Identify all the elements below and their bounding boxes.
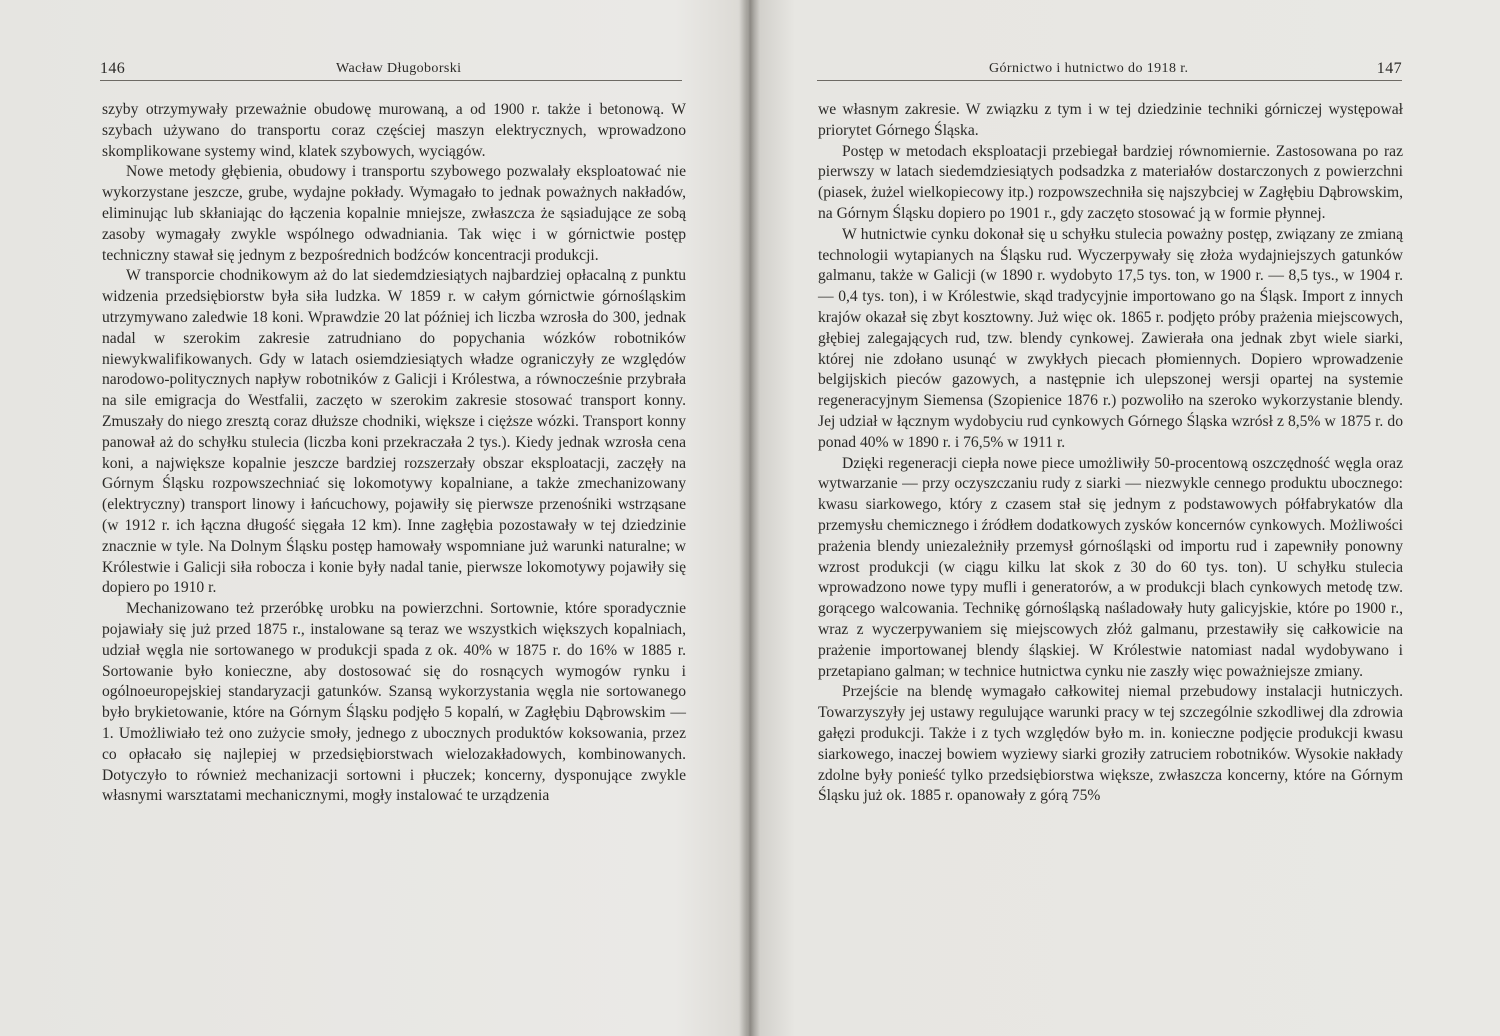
right-page-number: 147 [1376, 60, 1402, 77]
left-page-header [100, 58, 682, 81]
left-running-head: Wacław Długoborski [336, 61, 462, 76]
right-running-head: Górnictwo i hutnictwo do 1918 r. [989, 61, 1189, 76]
right-paragraph-5: Przejście na blendę wymagało całkowitej niemal przebudowy instalacji hutniczych. Towarzyszyły jej ustawy regulujące warunki pracy w tej szczególnie szkodliwej dla zdrowia gałęzi produkcji. Także i z tych względów było m. in. konieczne podjęcie produkcji kwasu siarkowego, inaczej bowiem wyziewy siarki groziły zatruciem robotników. Wysokie nakłady zdolne były ponieść tylko przedsiębiorstwa większe, zwłaszcza koncerny, które na Górnym Śląsku już ok. 1885 r. opanowały z górą 75% [818, 683, 1403, 805]
left-page [0, 0, 745, 1036]
left-page-body [102, 100, 686, 807]
left-paragraph-2: Nowe metody głębienia, obudowy i transportu szybowego pozwalały eksploatować nie wykorzystane jeszcze, grube, wydajne pokłady. Wymagało to jednak poważnych nakładów, eliminując lub skłaniając do łączenia kopalnie mniejsze, zwłaszcza że sąsiadujące ze sobą zasoby wymagały zwykle wspólnego odwadniania. Tak więc i w górnictwie postęp techniczny stawał się jednym z bezpośrednich bodźców koncentracji produkcji. [102, 163, 686, 264]
right-paragraph-4: Dzięki regeneracji ciepła nowe piece umożliwiły 50-procentową oszczędność węgla oraz wytwarzanie — przy oczyszczaniu rudy z siarki — niezwykle cennego produktu ubocznego: kwasu siarkowego, który z czasem stał się jednym z podstawowych półfabrykatów dla przemysłu chemicznego i źródłem dodatkowych zysków koncernów cynkowych. Możliwości prażenia blendy uniezależniły przemysł górnośląski od importu rud i zapewniły ponowny wzrost produkcji (w ciągu kilku lat skok z 30 do 60 tys. ton). U schyłku stulecia wprowadzono nowe typy mufli i generatorów, a w produkcji blach cynkowych metodę tzw. gorącego walcowania. Technikę górnośląską naśladowały huty galicyjskie, które po 1900 r., wraz z wyczerpywaniem się miejscowych złóż galmanu, przestawiły się całkowicie na prażenie importowanej blendy śląskiej. W Królestwie natomiast nadal wydobywano i przetapiano galman; w technice hutnictwa cynku nie zaszły więc poważniejsze zmiany. [818, 454, 1403, 680]
right-page-header [817, 58, 1402, 81]
left-paragraph-3: W transporcie chodnikowym aż do lat siedemdziesiątych najbardziej opłacalną z punktu widzenia przedsiębiorstw była siła ludzka. W 1859 r. w całym górnictwie górnośląskim utrzymywano zaledwie 18 koni. Wprawdzie 20 lat później ich liczba wzrosła do 300, jednak nadal w szerokim zakresie zatrudniano do popychania wózków robotników niewykwalifikowanych. Gdy w latach osiemdziesiątych władze ograniczyły ze względów narodowo-politycznych napływ robotników z Galicji i Królestwa, a równocześnie przybrała na sile emigracja do Westfalii, zaczęto w szerokim zakresie stosować transport konny. Zmuszały do niego zresztą coraz dłuższe chodniki, większe i cięższe wózki. Transport konny panował aż do schyłku stulecia (liczba koni przekraczała 2 tys.). Kiedy jednak wzrosła cena koni, a największe kopalnie jeszcze bardziej rozszerzały obszar eksploatacji, zaczęły na Górnym Śląsku rozpowszechniać się lokomotywy kopalniane, a także zmechanizowany (elektryczny) transport linowy i łańcuchowy, pojawiły się pierwsze przenośniki wstrząsane (w 1912 r. ich łączna długość sięgała 12 km). Inne zagłębia pozostawały w tej dziedzinie znacznie w tyle. Na Dolnym Śląsku postęp hamowały wspomniane już warunki naturalne; w Królestwie i Galicji siła robocza i konie były nadal tanie, pierwsze lokomotywy pojawiły się dopiero po 1910 r. [102, 267, 686, 597]
right-paragraph-2: Postęp w metodach eksploatacji przebiegał bardziej równomiernie. Zastosowana po raz pierwszy w latach siedemdziesiątych podsadzka z materiałów dostarczonych z powierzchni (piasek, żużel wielkopiecowy itp.) rozpowszechniła się najszybciej w Zagłębiu Dąbrowskim, na Górnym Śląsku dopiero po 1901 r., gdy zaczęto stosować ją w formie płynnej. [818, 142, 1403, 222]
right-page [755, 0, 1500, 1036]
left-paragraph-1: szyby otrzymywały przeważnie obudowę murowaną, a od 1900 r. także i betonową. W szybach używano do transportu coraz częściej maszyn elektrycznych, wprowadzono skomplikowane systemy wind, klatek szybowych, wyciągów. [102, 101, 686, 160]
right-paragraph-3: W hutnictwie cynku dokonał się u schyłku stulecia poważny postęp, związany ze zmianą technologii wytapianych na Śląsku rud. Wyczerpywały się złoża wydajniejszych gatunków galmanu, także w Galicji (w 1890 r. wydobyto 17,5 tys. ton, w 1900 r. — 8,5 tys., w 1904 r. — 0,4 tys. ton), i w Królestwie, skąd tradycyjnie importowano go na Śląsk. Import z innych krajów okazał się zbyt kosztowny. Już więc ok. 1865 r. podjęto próby prażenia miejscowych, głębiej zalegających rud, tzw. blendy cynkowej. Zawierała ona jednak zbyt wiele siarki, której nie zdołano usunąć w zwykłych piecach płomiennych. Dopiero wprowadzenie belgijskich pieców gazowych, a następnie ich ulepszonej wersji opartej na systemie regeneracyjnym Siemensa (Szopienice 1876 r.) pozwoliło na szeroko wykorzystanie blendy. Jej udział w łącznym wydobyciu rud cynkowych Górnego Śląska wzrósł z 8,5% w 1875 r. do ponad 40% w 1890 r. i 76,5% w 1911 r. [818, 225, 1403, 451]
left-paragraph-4: Mechanizowano też przeróbkę urobku na powierzchni. Sortownie, które sporadycznie pojawiały się już przed 1875 r., instalowane są teraz we wszystkich większych kopalniach, udział węgla nie sortowanego w produkcji spada z ok. 40% w 1875 r. do 16% w 1885 r. Sortowanie było konieczne, aby dostosować się do rosnących wymogów rynku i ogólnoeuropejskiej standaryzacji gatunków. Szansą wykorzystania węgla nie sortowanego było brykietowanie, które na Górnym Śląsku podjęło 5 kopalń, w Zagłębiu Dąbrowskim — 1. Umożliwiało też ono zużycie smoły, jednego z ubocznych produktów koksowania, przez co opłacało się najlepiej w przedsiębiorstwach wielozakładowych, kombinowanych. Dotyczyło to również mechanizacji sortowni i płuczek; koncerny, dysponujące zwykle własnymi warsztatami mechanicznymi, mogły instalować te urządzenia [102, 600, 686, 805]
right-page-body [818, 100, 1403, 807]
left-page-number: 146 [100, 60, 126, 77]
right-paragraph-1: we własnym zakresie. W związku z tym i w tej dziedzinie techniki górniczej występował priorytet Górnego Śląska. [818, 101, 1403, 139]
